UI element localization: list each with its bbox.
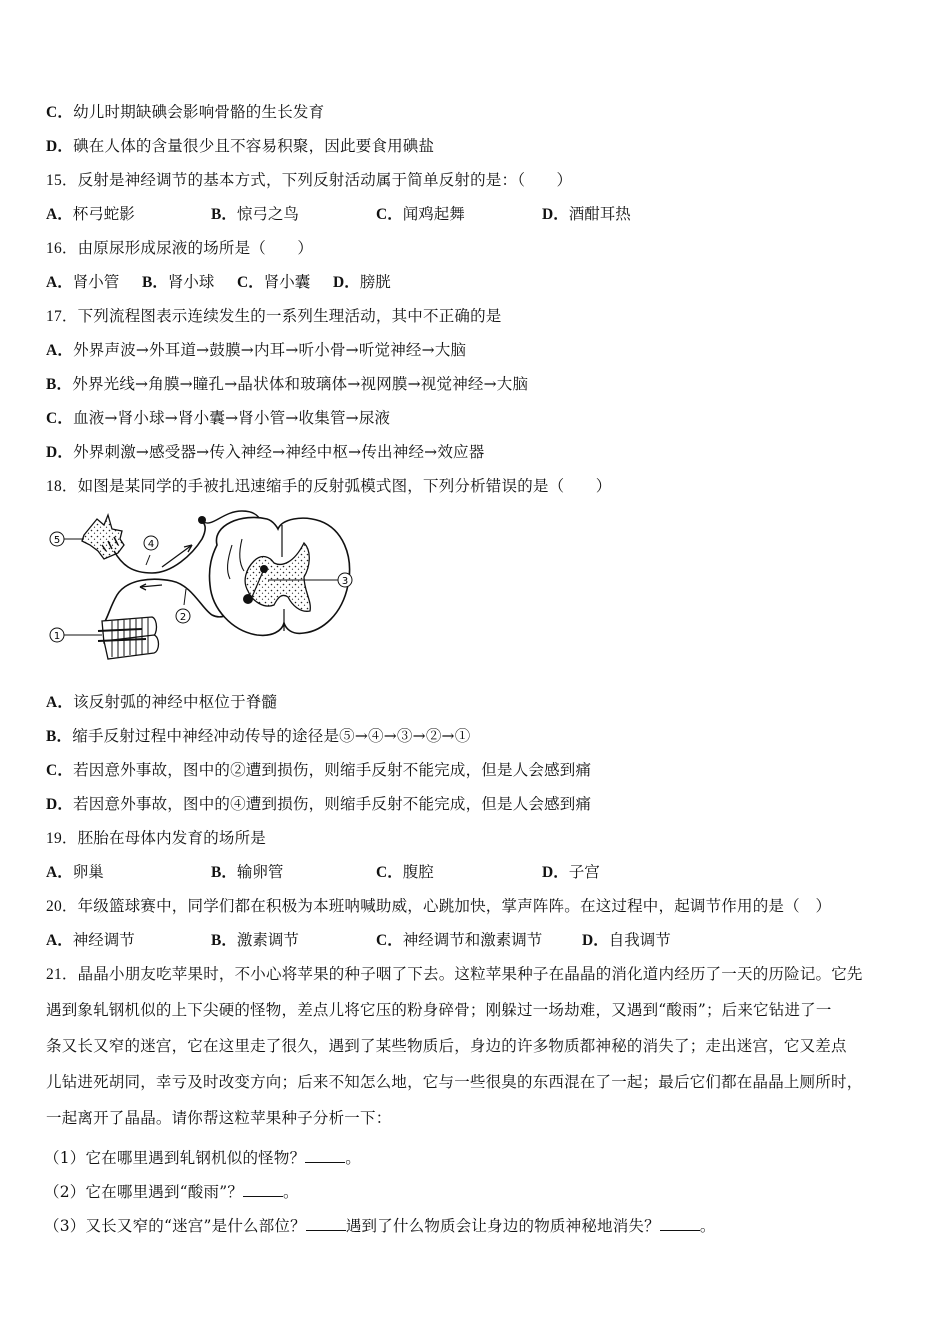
q21-paragraph-line-1: 21．晶晶小朋友吃苹果时，不小心将苹果的种子咽了下去。这粒苹果种子在晶晶的消化道内经历了一天的历险记。它先: [46, 965, 863, 983]
answer-blank-2[interactable]: [243, 1182, 283, 1197]
q19-option-a: A．卵巢: [46, 863, 104, 881]
svg-text:1: 1: [53, 631, 61, 642]
q17-option-b: B．外界光线→角膜→瞳孔→晶状体和玻璃体→视网膜→视觉神经→大脑: [46, 375, 529, 393]
q15-option-c: C．闻鸡起舞: [376, 205, 465, 223]
svg-text:2: 2: [179, 612, 187, 623]
effector-muscle: [98, 617, 159, 659]
answer-blank-1[interactable]: [305, 1148, 345, 1163]
q18-option-a: A．该反射弧的神经中枢位于脊髓: [46, 693, 278, 711]
q19-option-d: D．子宫: [542, 863, 600, 881]
q14-option-c: C．幼儿时期缺碘会影响骨骼的生长发育: [46, 103, 325, 121]
reflex-arc-illustration: [42, 505, 362, 665]
q20-stem: 20．年级篮球赛中，同学们都在积极为本班呐喊助威，心跳加快，掌声阵阵。在这过程中，起调节作用的是（ ）: [46, 897, 832, 915]
q18-option-d: D．若因意外事故，图中的④遭到损伤，则缩手反射不能完成，但是人会感到痛: [46, 795, 592, 813]
q19-option-b: B．输卵管: [211, 863, 284, 881]
q21-paragraph-line-3: 条又长又窄的迷宫，它在这里走了很久，遇到了某些物质后，身边的许多物质都神秘的消失了；走出迷宫，它又差点: [46, 1037, 847, 1055]
svg-text:5: 5: [53, 535, 61, 546]
q19-option-c: C．腹腔: [376, 863, 434, 881]
q15-option-d: D．酒酣耳热: [542, 205, 631, 223]
q21-paragraph-line-5: 一起离开了晶晶。请你帮这粒苹果种子分析一下：: [46, 1109, 392, 1127]
q16-option-d: D．膀胱: [333, 273, 391, 291]
q18-option-c: C．若因意外事故，图中的②遭到损伤，则缩手反射不能完成，但是人会感到痛: [46, 761, 592, 779]
q17-option-a: A．外界声波→外耳道→鼓膜→内耳→听小骨→听觉神经→大脑: [46, 341, 467, 359]
q21-paragraph-line-2: 遇到象轧钢机似的上下尖硬的怪物，差点儿将它压的粉身碎骨；刚躲过一场劫难，又遇到“酸雨”；后来它钻进了一: [46, 1001, 832, 1019]
svg-text:4: 4: [147, 539, 155, 550]
q17-stem: 17．下列流程图表示连续发生的一系列生理活动，其中不正确的是: [46, 307, 502, 325]
q17-option-c: C．血液→肾小球→肾小囊→肾小管→收集管→尿液: [46, 409, 391, 427]
q21-subquestion-3: （3）又长又窄的“迷宫”是什么部位？ 遇到了什么物质会让身边的物质神秘地消失？ 。: [44, 1217, 716, 1235]
q18-stem: 18．如图是某同学的手被扎迅速缩手的反射弧模式图，下列分析错误的是（ ）: [46, 477, 612, 495]
q21-subquestion-1: （1）它在哪里遇到轧钢机似的怪物？ 。: [44, 1149, 361, 1167]
answer-blank-3b[interactable]: [660, 1216, 700, 1231]
q14-option-d: D．碘在人体的含量很少且不容易积聚，因此要食用碘盐: [46, 137, 435, 155]
q18-option-b: B．缩手反射过程中神经冲动传导的途径是⑤→④→③→②→①: [46, 727, 471, 745]
q20-option-c: C．神经调节和激素调节: [376, 931, 543, 949]
q16-option-c: C．肾小囊: [237, 273, 311, 291]
answer-blank-3a[interactable]: [306, 1216, 346, 1231]
q15-option-b: B．惊弓之鸟: [211, 205, 299, 223]
q16-option-a: A．肾小管: [46, 273, 120, 291]
q20-option-a: A．神经调节: [46, 931, 135, 949]
receptor-skin: [82, 515, 124, 559]
q20-option-d: D．自我调节: [582, 931, 671, 949]
q15-stem: 15．反射是神经调节的基本方式，下列反射活动属于简单反射的是：（ ）: [46, 171, 573, 189]
q16-option-b: B．肾小球: [142, 273, 215, 291]
q19-stem: 19．胚胎在母体内发育的场所是: [46, 829, 267, 847]
reflex-arc-diagram: [42, 505, 362, 665]
q21-paragraph-line-4: 儿钻进死胡同，幸亏及时改变方向；后来不知怎么地，它与一些很臭的东西混在了一起；最后它们都在晶晶上厕所时，: [46, 1073, 863, 1091]
q15-option-a: A．杯弓蛇影: [46, 205, 135, 223]
spinal-cord: [209, 517, 349, 635]
q17-option-d: D．外界刺激→感受器→传入神经→神经中枢→传出神经→效应器: [46, 443, 485, 461]
q21-subquestion-2: （2）它在哪里遇到“酸雨”？ 。: [44, 1183, 299, 1201]
q20-option-b: B．激素调节: [211, 931, 299, 949]
svg-text:3: 3: [341, 576, 349, 587]
q16-stem: 16．由原尿形成尿液的场所是（ ）: [46, 239, 314, 257]
